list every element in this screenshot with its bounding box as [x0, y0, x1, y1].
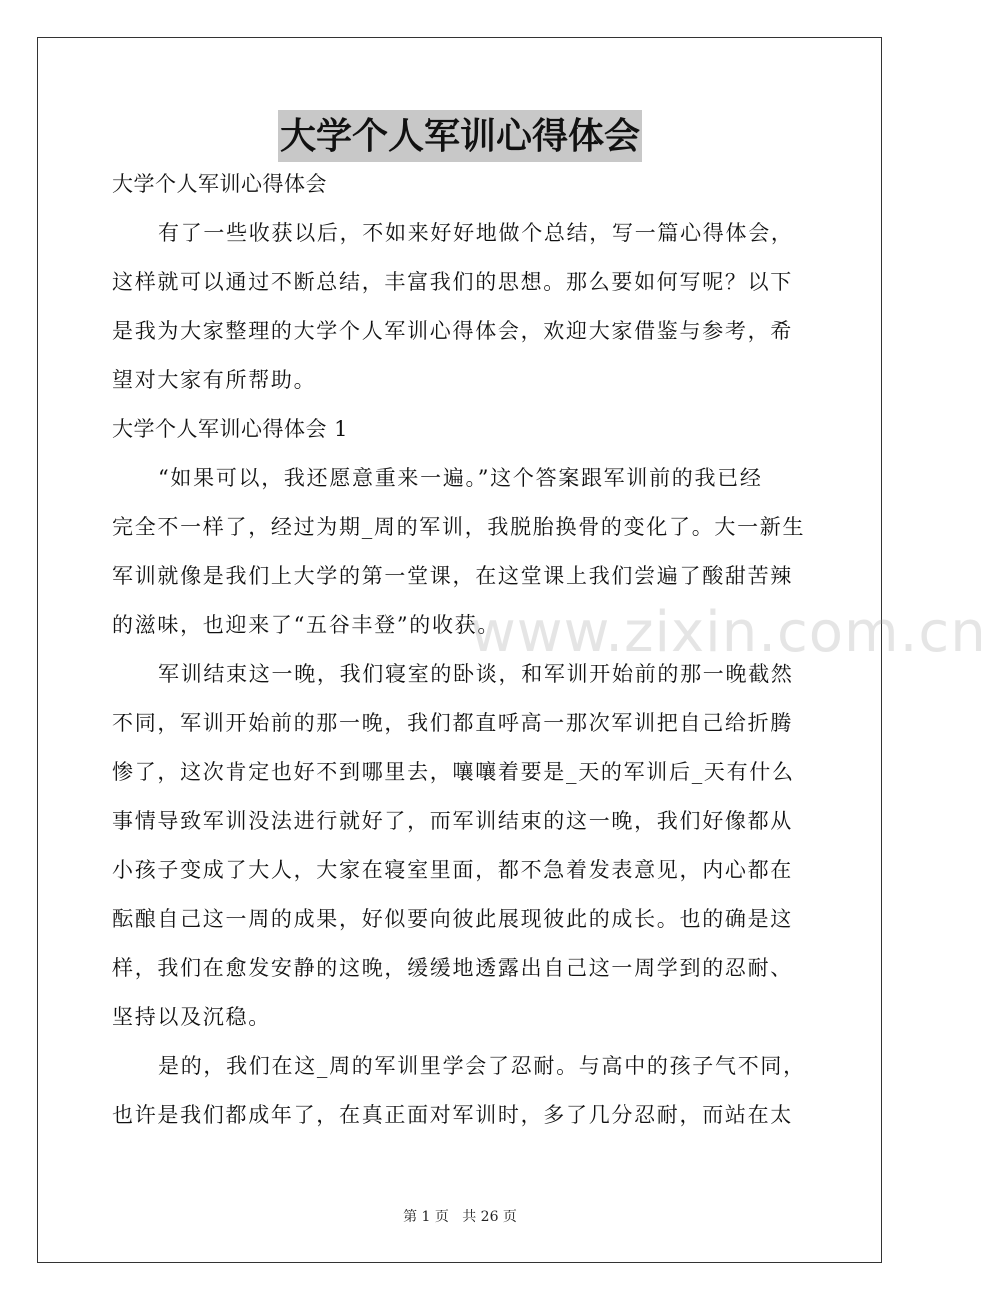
paragraph-line[interactable]: 惨了，这次肯定也好不到哪里去，嚷嚷着要是_天的军训后_天有什么 — [112, 760, 795, 784]
watermark-text: www.zixin.com.cn — [470, 600, 987, 665]
paragraph-line[interactable]: “如果可以，我还愿意重来一遍。”这个答案跟军训前的我已经 — [158, 466, 763, 490]
page-footer — [0, 1206, 920, 1226]
page-number-text: 第 1 页 共 26 页 — [403, 1209, 517, 1225]
title-container — [0, 110, 920, 162]
paragraph-line[interactable]: 样，我们在愈发安静的这晚，缓缓地透露出自己这一周学到的忍耐、 — [112, 956, 793, 980]
paragraph-line[interactable]: 有了一些收获以后，不如来好好地做个总结，写一篇心得体会， — [158, 221, 794, 245]
paragraph-line[interactable]: 军训结束这一晚，我们寝室的卧谈，和军训开始前的那一晚截然 — [158, 662, 794, 686]
paragraph-line[interactable]: 也许是我们都成年了，在真正面对军训时，多了几分忍耐，而站在太 — [112, 1103, 793, 1127]
section-heading[interactable]: 大学个人军训心得体会 1 — [112, 417, 349, 441]
paragraph-line[interactable]: 这样就可以通过不断总结，丰富我们的思想。那么要如何写呢？以下 — [112, 270, 793, 294]
paragraph-line[interactable]: 军训就像是我们上大学的第一堂课，在这堂课上我们尝遍了酸甜苦辣 — [112, 564, 793, 588]
paragraph-line[interactable]: 坚持以及沉稳。 — [112, 1005, 271, 1029]
paragraph-line[interactable]: 完全不一样了，经过为期_周的军训，我脱胎换骨的变化了。大一新生 — [112, 515, 806, 539]
paragraph-line[interactable]: 酝酿自己这一周的成果，好似要向彼此展现彼此的成长。也的确是这 — [112, 907, 793, 931]
paragraph-line[interactable]: 是我为大家整理的大学个人军训心得体会，欢迎大家借鉴与参考，希 — [112, 319, 793, 343]
paragraph-line[interactable]: 小孩子变成了大人，大家在寝室里面，都不急着发表意见，内心都在 — [112, 858, 793, 882]
paragraph-line[interactable]: 不同，军训开始前的那一晚，我们都直呼高一那次军训把自己给折腾 — [112, 711, 793, 735]
document-title[interactable]: 大学个人军训心得体会 — [278, 110, 642, 162]
paragraph-line[interactable]: 事情导致军训没法进行就好了，而军训结束的这一晚，我们好像都从 — [112, 809, 793, 833]
subtitle-line[interactable]: 大学个人军训心得体会 — [112, 172, 327, 196]
paragraph-line[interactable]: 是的，我们在这_周的军训里学会了忍耐。与高中的孩子气不同， — [158, 1054, 806, 1078]
paragraph-line[interactable]: 望对大家有所帮助。 — [112, 368, 317, 392]
paragraph-line[interactable]: 的滋味，也迎来了“五谷丰登”的收获。 — [112, 613, 501, 637]
document-body — [112, 160, 812, 1140]
